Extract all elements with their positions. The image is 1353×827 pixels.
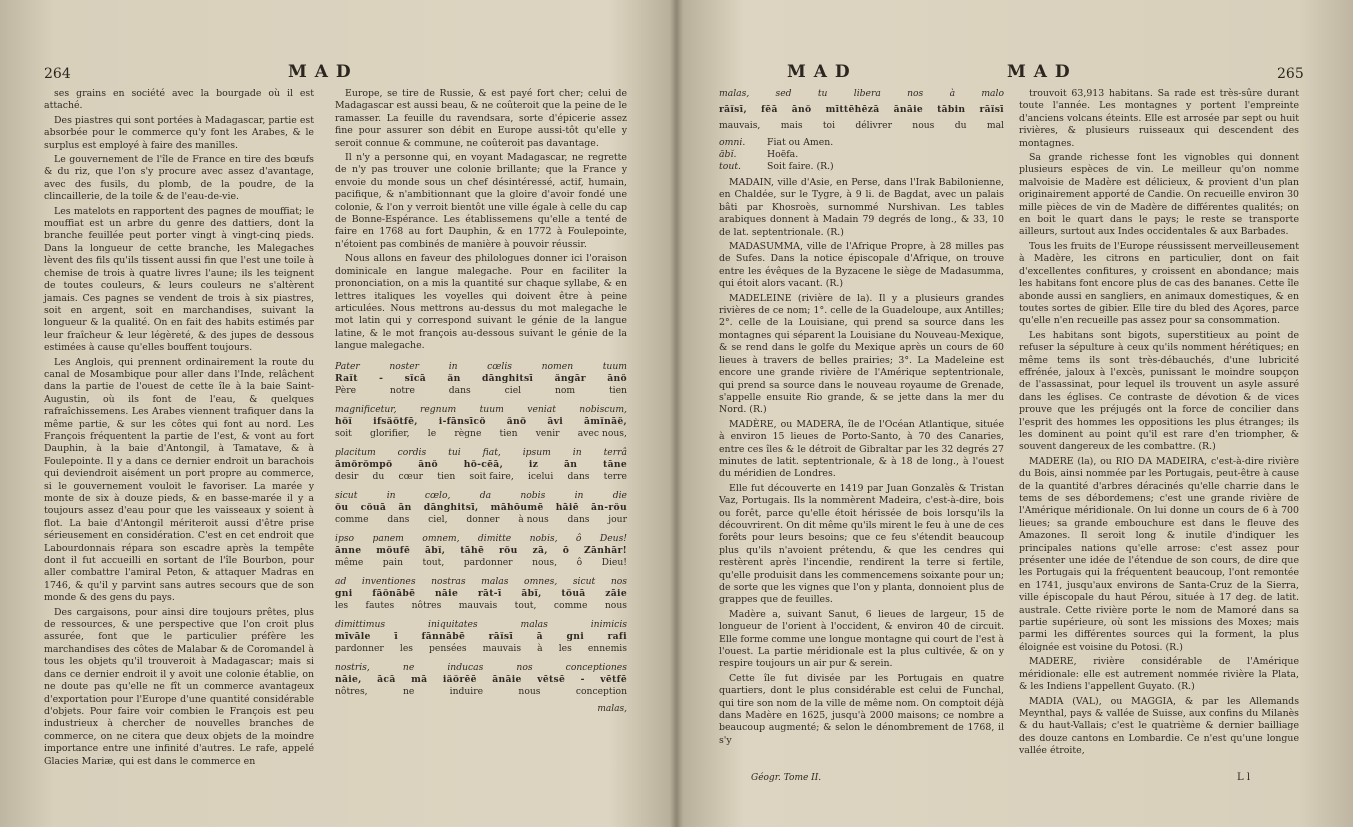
running-head: M A D — [288, 62, 352, 82]
word: toi — [822, 120, 836, 131]
word: vētfē — [600, 673, 627, 685]
word: fautes — [365, 599, 395, 611]
word: dimitte — [477, 532, 512, 544]
prayer-malagasy-line — [335, 674, 627, 685]
word: in — [448, 360, 458, 372]
word: ô — [576, 556, 583, 568]
word: Deus! — [599, 532, 627, 544]
gloss-meaning: Hoēfa. — [767, 149, 799, 160]
word: ne — [402, 685, 415, 697]
word: icelui — [527, 470, 554, 482]
prayer-french-line — [335, 471, 627, 482]
word: ō — [562, 544, 570, 556]
word: malas — [520, 618, 548, 630]
prayer-french-line — [335, 428, 627, 439]
right-page — [677, 0, 1353, 827]
word: rafi — [607, 630, 627, 642]
word: les — [558, 642, 572, 654]
word: dans — [567, 513, 590, 525]
word: nostras — [431, 575, 466, 587]
word: les — [335, 599, 349, 611]
prayer-french-line — [335, 686, 627, 697]
prayer-french-line — [335, 557, 627, 568]
paragraph: Des piastres qui sont portées à Madagascar, partie est absorbée pour le commerce qu'y font les Arabes, & le surplus est employé à faire des manilles. — [44, 114, 314, 151]
word: da — [479, 489, 492, 501]
word: ā — [536, 630, 543, 642]
word: noster — [389, 360, 420, 372]
word: rāĭsī, — [719, 104, 747, 115]
word: conceptiones — [565, 661, 627, 673]
word: dānghitsī — [481, 372, 534, 384]
word: in — [572, 446, 582, 458]
word: hāiē — [555, 501, 579, 513]
prayer-latin-line — [335, 404, 627, 415]
prayer-latin-line — [335, 361, 627, 372]
prayer-french-line — [335, 643, 627, 654]
page-number: 265 — [1277, 66, 1304, 82]
word: nobiscum, — [579, 403, 627, 415]
word: mīvāle — [335, 630, 371, 642]
prayer-malagasy-line — [335, 631, 627, 642]
left-column-2 — [335, 88, 627, 715]
paragraph: Cette île fut divisée par les Portugais en quatre quartiers, dont le plus considérable est celui de Funchal, qui tire son nom de la ville de même nom. On comptoit déjà dans Madère en 1625, jusqu'à 2000 maisons; ce nombre a beaucoup augmenté; & selon le dénombrement de 1768, il s'y — [719, 672, 1004, 746]
word: à — [949, 88, 956, 99]
word: omnes, — [524, 575, 558, 587]
word: cœlis — [487, 360, 512, 372]
prayer-latin-line — [719, 88, 1004, 99]
prayer-latin-line — [335, 447, 627, 458]
word: māhōumē — [490, 501, 544, 513]
word: nôtres, — [335, 685, 368, 697]
paragraph: Tous les fruits de l'Europe réussissent merveilleusement à Madère, les citrons en particulier, dont on fait d'excellentes confitures, y croissent en abondance; mais les habitans font encore plus de cas des bananes. Cette île abonde aussi en sangliers, en animaux domestiques, & en toutes sortes de gibier. Elle tire du bled des Açores, parce qu'elle n'en recueille pas assez pour sa consommation. — [1019, 240, 1299, 327]
paragraph: MADERE (la), ou RIO DA MADEIRA, c'est-à-dire rivière du Bois, ainsi nommée par les Portugais, peut-être à cause de la quantité d'arbres déracinés qu'elle charrie dans le tems de ses débordemens; c'est une grande rivière de l'Amérique méridionale. On lui donne un cours de 6 à 700 lieues; sa grande embouchure est dans le fleuve des Amazones. Il seroit long & inutile d'indiquer les principales nations qu'elle arrose: c'est assez pour présenter une idée de l'étendue de son cours, de dire que les Portugais qui la fréquentent beaucoup, l'ont remontée en 1741, jusqu'aux environs de Santa-Cruz de la Sierra, ville épiscopale du haut Pérou, située à 17 deg. de latit. australe. Cette rivière porte le nom de Mamoré dans sa partie supérieure, où sont les missions des Moxes; mais parmi les différentes sources qui la forment, la plus éloignée est voisine du Potosi. (R.) — [1019, 455, 1299, 653]
word: venir — [535, 427, 560, 439]
word: dans — [448, 384, 471, 396]
prayer-french-line — [719, 120, 1004, 131]
prayer-latin-line — [335, 490, 627, 501]
word: panem — [372, 532, 404, 544]
word: tien — [608, 384, 627, 396]
left-page — [0, 0, 676, 827]
word: iniquitates — [428, 618, 478, 630]
word: mŏufē — [376, 544, 411, 556]
word: ābĭ, — [425, 544, 446, 556]
word: induire — [449, 685, 484, 697]
gloss-term: omni. — [719, 137, 746, 148]
word: tien — [499, 427, 518, 439]
word: nous, — [532, 556, 558, 568]
word: Zānhār! — [584, 544, 627, 556]
word: comme — [335, 513, 369, 525]
word: pain — [382, 556, 404, 568]
word: pardonner — [335, 642, 384, 654]
word: Raĭt — [335, 372, 358, 384]
prayer-gloss — [719, 137, 1004, 173]
word: ānāie — [893, 104, 924, 115]
paragraph: MADIA (VAL), ou MAGGIA, & par les Allemands Meynthal, pays & vallée de Suisse, aux confins du Milanès & du haut-Vallais; c'est le quatrième & dernier bailliage des douze cantons en Lombardie. Ce n'est qu'une longue vallée étroite, — [1019, 695, 1299, 757]
lords-prayer-interlinear — [335, 361, 627, 697]
word: Père — [335, 384, 357, 396]
word: règne — [454, 427, 482, 439]
word: zāie — [605, 587, 627, 599]
word: fiat, — [482, 446, 501, 458]
word: notre — [389, 384, 415, 396]
paragraph: Europe, se tire de Russie, & est payé fort cher; celui de Madagascar est aussi beau, & ne coûteroit que la peine de le ramasser. La feuille du ravendsara, sorte d'épicerie assez fine pour assurer son débit en Europe aussi-tôt qu'elle y seroit connue & commune, ne coûteroit pas davantage. — [335, 88, 627, 149]
word: nous — [518, 685, 541, 697]
word: avec nous, — [577, 427, 627, 439]
word: pardonner — [463, 556, 513, 568]
word: malas, — [719, 88, 750, 99]
word: dans — [567, 470, 590, 482]
word: rāt-ī — [477, 587, 502, 599]
prayer-latin-line — [335, 662, 627, 673]
word: ne — [402, 661, 415, 673]
right-column-2 — [1019, 88, 1299, 760]
paragraph: MADASUMMA, ville de l'Afrique Propre, à 28 milles pas de Sufes. Dans la notice épiscopale d'Afrique, on trouve entre les évêques de la Byzacene le siège de Madasumma, qui étoit alors vacant. (R.) — [719, 241, 1004, 290]
word: libera — [853, 88, 881, 99]
word: tāne — [603, 458, 627, 470]
word: gni — [566, 630, 584, 642]
word: les — [399, 642, 413, 654]
word: ipso — [335, 532, 355, 544]
word: gni — [335, 587, 353, 599]
prayer-malagasy-line — [335, 373, 627, 384]
prayer-malagasy-line — [719, 104, 1004, 115]
paragraph: MADERE, rivière considérable de l'Amérique méridionale: elle est autrement nommée rivière la Plata, & les Indiens l'appellent Guyato. (R.) — [1019, 656, 1299, 693]
word: die — [612, 489, 627, 501]
word: omnem, — [422, 532, 460, 544]
word: ad — [335, 575, 347, 587]
word: ī — [394, 630, 398, 642]
word: ān — [398, 501, 412, 513]
paragraph: Les matelots en rapportent des pagnes de mouffiat; le mouffiat est un arbre du genre des dattiers, dont la branche feuillée peut porter vingt à vingt-cinq pieds. Dans la longueur de cette branche, les Malegaches lèvent des fils qu'ils tissent aussi fin que l'est une toile à chemise de trois à quatre livres l'aune; ils les teignent de toutes couleurs, & leurs couleurs ne s'altèrent jamais. Ces pagnes se vendent de trois à six piastres, soit en argent, soit en marchandises, suivant la longueur & la qualité. On en fait des habits estimés par leur fraîcheur & leur légèreté, & des jupes de dessous estimées à cause qu'elles bouffent toujours. — [44, 205, 314, 354]
word: ifsăŏtfē, — [373, 415, 418, 427]
paragraph: MADÈRE, ou MADERA, île de l'Océan Atlantique, située à environ 15 lieues de Porto-Santo, à 70 des Canaries, entre ces îles & le détroit de Gibraltar par les 32 degrés 27 minutes de latit. septentrionale, & à 18 de long., à l'ouest du méridien de Londres. — [719, 418, 1004, 480]
paragraph: MADELEINE (rivière de la). Il y a plusieurs grandes rivières de ce nom; 1°. celle de la Guadeloupe, aux Antilles; 2°. celle de la Louisiane, qui prend sa source dans les montagnes qui séparent la Louisiane du Nouveau-Mexique, & se rend dans le golfe du Mexique après un cours de 60 lieues à travers de belles prairies; 3°. La Madeleine est encore une grande rivière de l'Amérique septentrionale, qui prend sa source dans le nouveau royaume de Grenade, s'appelle ensuite Rio grande, & se jette dans la mer du Nord. (R.) — [719, 292, 1004, 416]
word: iz — [528, 458, 539, 470]
word: veniat — [527, 403, 556, 415]
word: magnificetur, — [335, 403, 397, 415]
word: nom — [554, 384, 576, 396]
word: ipsum — [522, 446, 551, 458]
right-column-1 — [719, 88, 1004, 749]
word: du — [372, 470, 385, 482]
word: rŏu — [499, 544, 518, 556]
gloss-row — [719, 137, 1004, 149]
word: fēā — [761, 104, 778, 115]
word: inducas — [447, 661, 484, 673]
paragraph: Elle fut découverte en 1419 par Juan Gonzalès & Tristan Vaz, Portugais. Ils la nommèrent Madeira, c'est-à-dire, bois ou forêt, parce qu'elle étoit hérissée de bois lorsqu'ils la découvrirent. On dit même qu'ils mirent le feu à une de ces forêts pour leurs besoins; que ce feu s'étendit beaucoup plus qu'ils n'avoient prétendu, & que les cendres qui restèrent après l'incendie, rendirent la terre si fertile, qu'elle produisit dans les commencemens soixante pour un; de sorte que les vignes que l'on y planta, donnoient plus de grappes que de feuilles. — [719, 482, 1004, 606]
word: nobis — [520, 489, 546, 501]
word: le — [427, 427, 437, 439]
word: sicut — [335, 489, 358, 501]
word: vētsē — [537, 673, 566, 685]
word: ānne — [335, 544, 362, 556]
word: desir — [335, 470, 359, 482]
word: cordis — [397, 446, 427, 458]
signature-footer: Géogr. Tome II. — [751, 773, 822, 783]
paragraph: Les habitans sont bigots, superstitieux au point de refuser la sépulture à ceux qu'ils nomment hérétiques; en même tems ils sont très-débauchés, d'une lubricité effrénée, jaloux à l'excès, punissant le moindre soupçon de l'assassinat, pour lequel ils trouvent un asyle assuré dans les églises. Ce contraste de dévotion & de vices prouve que les préjugés ont la force de concilier dans l'esprit des hommes les oppositions les plus étranges; ils les dominent au point qu'il est rare d'en triompher, & souvent dangereux de les combattre. (R.) — [1019, 329, 1299, 453]
signature-mark: L l — [1237, 772, 1251, 783]
paragraph: Les Anglois, qui prennent ordinairement la route du canal de Mosambique pour aller dans l'Inde, relâchent dans la partie de l'ouest de cette île à la baie Saint-Augustin, où ils font de l'eau, & quelques rafraîchissemens. Les Arabes viennent trafiquer dans la même partie, & sur les côtes qui font au nord. Les François fréquentent la partie de l'est, & vont au fort Dauphin, à la baie d'Antongil, à Tamatave, & à Foulepointe. Il y a dans ce dernier endroit un barachois qui deviendroit aisément un port propre au commerce, si le gouvernement vouloit le favoriser. La marée y monte de six à douze pieds, & en basse-marée il y a toujours assez d'eau pour que les vaisseaux y soient à flot. La baie d'Antongil mériteroit aussi d'être prise sérieusement en considération. C'est en cet endroit que Labourdonnais répara son escadre après la tempête dont il fut accueilli en sortant de l'île Bourbon, pour aller combattre l'amiral Peton, & attaquer Madras en 1746, & qu'il y parvint sans autres secours que de son monde & des gens du pays. — [44, 356, 314, 604]
word: fānnābē — [421, 630, 466, 642]
word: tien — [437, 470, 456, 482]
word: cœlo, — [424, 489, 451, 501]
word: āvi — [547, 415, 564, 427]
running-head: M A D — [787, 62, 851, 82]
word: ciel, — [428, 513, 448, 525]
paragraph: MADAIN, ville d'Asie, en Perse, dans l'Irak Babilonienne, en Chaldée, sur le Tygre, à 9 li. de Bagdat, avec un palais bâti par Khosroès, surnommé Nurshivan. Les tables arabiques donnent à Madain 79 degrés de long., & 33, 10 de lat. septentrionale. (R.) — [719, 177, 1004, 238]
word: ô — [575, 532, 582, 544]
word: Dieu! — [601, 556, 627, 568]
word: nos — [516, 661, 533, 673]
word: zā, — [532, 544, 548, 556]
word: mais — [780, 120, 803, 131]
paragraph: Madère a, suivant Sanut, 6 lieues de largeur, 15 de longueur de l'orient à l'occident, & environ 40 de circuit. Elle forme comme une longue montagne qui court de l'est à l'ouest. La partie méridionale est la plus cultivée, & on y respire toujours un air pur & serein. — [719, 608, 1004, 670]
word: ennemis — [587, 642, 627, 654]
word: ābĭ, — [521, 587, 542, 599]
word: tout, — [422, 556, 445, 568]
paragraph: Nous allons en faveur des philologues donner ici l'oraison dominicale en langue malegache. Pour en faciliter la prononciation, on a mis la quantité sur chaque syllabe, & en lettres italiques les voyelles qui doivent être à peine articulées. Nous mettrons au-dessus du mot malegache le mot latin qui y correspond suivant le génie de la langue latine, & le mot françois au-dessous suivant le génie de la langue malegache. — [335, 253, 627, 352]
word: mauvais — [482, 642, 522, 654]
prayer-french-line — [335, 514, 627, 525]
word: mauvais, — [719, 120, 761, 131]
word: nôtres — [411, 599, 442, 611]
word: āmĭnāĕ, — [584, 415, 627, 427]
gloss-meaning: Soit faire. (R.) — [767, 161, 834, 172]
paragraph: Des cargaisons, pour ainsi dire toujours prêtes, plus de ressources, & une perspective que l'on croit plus assurée, font que le particulier préfère les marchandises des côtes de Malabar & de Coromandel à tous les objets qu'il trouveroit à Madagascar; mais si dans ce dernier endroit il y avoit une colonie établie, on ne doute pas qu'elle ne fît un commerce avantageux d'exportation pour l'Europe d'une quantité considérable d'objets. Pour faire voir combien le François est peu industrieux à chercher de nouvelles branches de commerce, on ne citera que deux objets de la moindre importance entre une infinité d'autres. Le rafe, appelé Glacies Mariæ, qui est dans le commerce en — [44, 606, 314, 767]
word: terrâ — [603, 446, 627, 458]
word: ānāie — [492, 673, 522, 685]
gloss-term: ābĭ. — [719, 149, 737, 160]
word: soit faire, — [469, 470, 514, 482]
word: nous — [604, 599, 627, 611]
word: in — [386, 489, 396, 501]
word: malas — [481, 575, 509, 587]
word: ăngār — [554, 372, 586, 384]
word: conception — [575, 685, 627, 697]
prayer-latin-line — [335, 619, 627, 630]
paragraph: Sa grande richesse font les vignobles qui donnent plusieurs espèces de vin. Le meilleur qu'on nomme malvoisie de Madère est délicieux, & provient d'un plan originairement apporté de Candie. On recueille environ 30 mille pièces de vin de Madère de différentes qualités; on en boit le quart dans le pays; le reste se transporte ailleurs, surtout aux Indes occidentales & aux Barbades. — [1019, 152, 1299, 238]
word: dans — [387, 513, 410, 525]
word: rāĭsī — [979, 104, 1004, 115]
word: mal — [986, 120, 1004, 131]
word: nomen — [541, 360, 574, 372]
paragraph: ses grains en société avec la bourgade où il est attaché. — [44, 88, 314, 112]
word: ănŏ — [506, 415, 527, 427]
word: jour — [608, 513, 627, 525]
paragraph: Il n'y a personne qui, en voyant Madagascar, ne regrette de n'y pas trouver une colonie brillante; que la France y envoie du monde sous un chef désintéressé, actif, humain, pacifique, & n'ambitionnant que la gloire d'avoir fondé une colonie, & l'on y verroit bientôt une ville égale à celle du cap de Bonne-Espérance. Les établissemens qu'elle a tenté de faire en 1768 au fort Dauphin, & en 1772 à Foulepointe, n'étoient pas combinés de manière à pouvoir réussir. — [335, 152, 627, 250]
word: ānŏ — [791, 104, 812, 115]
word: in — [574, 489, 584, 501]
word: ānŏ — [418, 458, 438, 470]
word: nous — [912, 120, 935, 131]
paragraph: trouvoit 63,913 habitans. Sa rade est très-sûre durant toute l'année. Les montagnes y portent l'empreinte d'anciens volcans éteints. Elle est arrosée par sept ou huit rivières, & plusieurs ruisseaux qui descendent des montagnes. — [1019, 88, 1299, 149]
prayer-latin-line — [335, 533, 627, 544]
prayer-tail — [719, 88, 1004, 131]
word: nāie — [434, 587, 459, 599]
word: tābin — [937, 104, 966, 115]
gloss-row — [719, 161, 1004, 173]
word: Pater — [335, 360, 360, 372]
word: ān-rŏu — [591, 501, 627, 513]
gloss-meaning: Fiat ou Amen. — [767, 137, 834, 148]
word: tŏuā — [561, 587, 586, 599]
word: regnum — [419, 403, 457, 415]
word: sed — [775, 88, 792, 99]
page-number: 264 — [44, 66, 71, 82]
word: ān — [564, 458, 578, 470]
word: i-fānsīcŏ — [438, 415, 486, 427]
word: dimittimus — [335, 618, 386, 630]
word: mā — [411, 673, 428, 685]
word: à — [537, 642, 543, 654]
word: nobis, — [529, 532, 558, 544]
prayer-malagasy-line — [335, 502, 627, 513]
word: cŏuā — [360, 501, 387, 513]
word: āmŏrŏmpŏ — [335, 458, 393, 470]
prayer-latin-line — [335, 576, 627, 587]
word: délivrer — [855, 120, 892, 131]
word: tout, — [514, 599, 537, 611]
word: du — [954, 120, 967, 131]
gloss-row — [719, 149, 1004, 161]
word: mauvais — [458, 599, 498, 611]
left-column-1 — [44, 88, 314, 770]
word: hŏĭ — [335, 415, 353, 427]
word: tuum — [602, 360, 627, 372]
prayer-malagasy-line — [335, 545, 627, 556]
prayer-malagasy-line — [335, 416, 627, 427]
catchword: malas, — [597, 703, 627, 714]
prayer-malagasy-line — [335, 459, 627, 470]
paragraph: Le gouvernement de l'île de France en tire des bœufs & du riz, que l'on s'y procure avec assez d'avantage, avec des fusils, du plomb, de la poudre, de la clincaillerie, de la toile & de l'eau-de-vie. — [44, 154, 314, 203]
word: donner — [466, 513, 500, 525]
word: même — [335, 556, 364, 568]
word: fāŏnābē — [372, 587, 416, 599]
prayer-french-line — [335, 600, 627, 611]
word: ācā — [377, 673, 396, 685]
gloss-term: tout. — [719, 161, 742, 172]
word: soit — [335, 427, 352, 439]
word: pensées — [429, 642, 467, 654]
word: rāĭsī — [488, 630, 514, 642]
word: cœur — [398, 470, 424, 482]
word: placitum — [335, 446, 376, 458]
word: terre — [603, 470, 627, 482]
word: comme — [553, 599, 588, 611]
word: inventiones — [361, 575, 416, 587]
word: nos — [907, 88, 924, 99]
word: ăn — [447, 372, 461, 384]
word: sĭcā — [404, 372, 426, 384]
prayer-french-line — [335, 385, 627, 396]
word: mīttēhēzā — [825, 104, 880, 115]
prayer-malagasy-line — [335, 588, 627, 599]
word: tui — [448, 446, 461, 458]
word: hŏ-cēā, — [463, 458, 504, 470]
word: tu — [817, 88, 828, 99]
word: ŏu — [335, 501, 349, 513]
word: à nous — [518, 513, 549, 525]
word: inimicis — [590, 618, 627, 630]
word: dānghitsī, — [423, 501, 479, 513]
word: tuum — [479, 403, 504, 415]
word: sicut — [572, 575, 596, 587]
word: - — [379, 372, 384, 384]
word: glorifier, — [370, 427, 410, 439]
word: malo — [981, 88, 1004, 99]
word: nāie, — [335, 673, 362, 685]
word: ciel — [504, 384, 522, 396]
word: nos — [610, 575, 627, 587]
word: nostris, — [335, 661, 370, 673]
word: - — [580, 673, 585, 685]
running-head-right: M A D — [1007, 62, 1071, 82]
word: tāhē — [460, 544, 485, 556]
word: iăŏrēē — [442, 673, 477, 685]
word: ānŏ — [607, 372, 627, 384]
